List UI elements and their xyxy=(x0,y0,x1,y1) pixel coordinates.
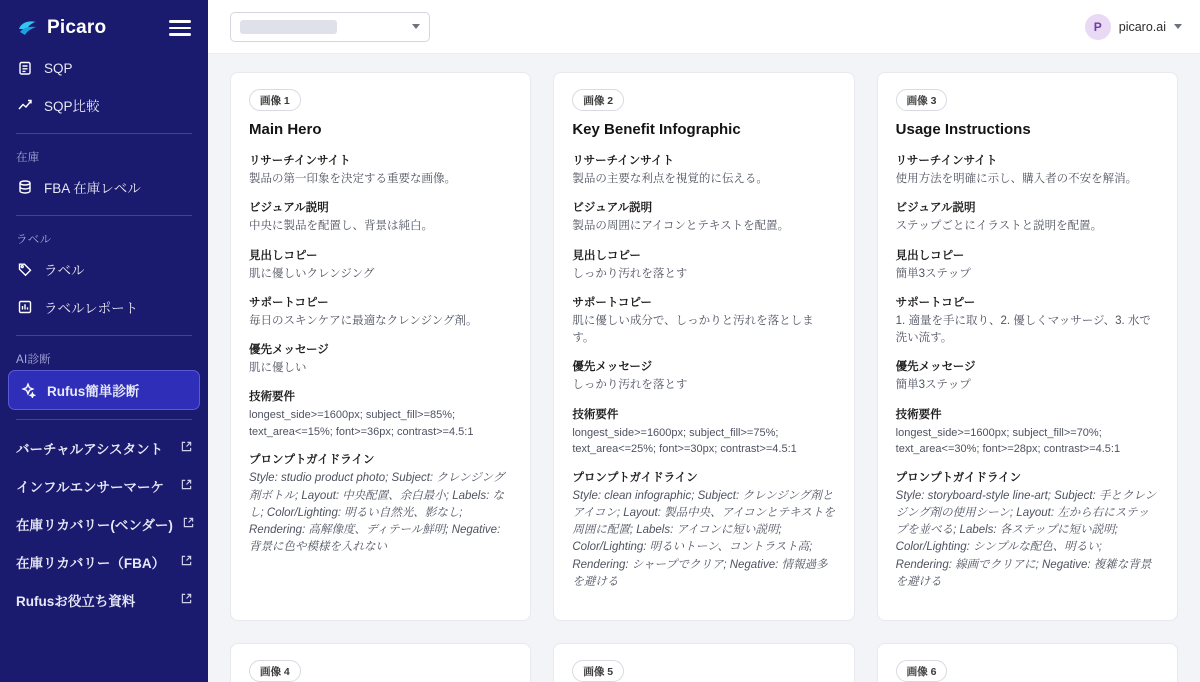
brand-name: Picaro xyxy=(47,17,107,38)
card-badge: 画像 1 xyxy=(249,89,301,111)
field-value: 簡単3ステップ xyxy=(895,267,971,280)
product-selector-value xyxy=(240,20,337,34)
sidebar-item-label: SQP xyxy=(44,60,73,76)
field-value: 肌に優しいクレンジング xyxy=(249,267,375,280)
sidebar-divider xyxy=(16,335,192,336)
trend-up-icon xyxy=(16,96,34,114)
image-card[interactable] xyxy=(877,72,1178,621)
chevron-down-icon xyxy=(412,24,420,29)
field-value: longest_side>=1600px; subject_fill>=85%; text_area<=15%; font>=36px; contrast>=4.5:1 xyxy=(249,409,474,438)
field-label: サポートコピー xyxy=(895,296,976,309)
sidebar-item-label-report[interactable] xyxy=(0,288,208,326)
image-card[interactable] xyxy=(230,643,531,682)
sidebar-item-sqp[interactable] xyxy=(0,50,208,86)
image-card[interactable] xyxy=(553,72,854,621)
sidebar-item-inventory-recovery-vendor[interactable] xyxy=(0,505,208,543)
card-title: Usage Instructions xyxy=(895,121,1031,138)
card-badge: 画像 4 xyxy=(249,660,301,682)
cards-grid xyxy=(230,72,1178,682)
field-research-insight xyxy=(572,152,835,188)
field-support-copy xyxy=(572,294,835,348)
field-value: 肌に優しい xyxy=(249,362,307,374)
field-value: Style: storyboard-style line-art; Subject: 手とクレンジング剤の使用シーン; Layout: 左から右にステップを並べる; Labels: 各ステップに短い説明; Color/Lighting: シンプルな配色、明るい; Rendering: 線画でクリアに; Negative: 複雑な背景を避ける xyxy=(895,489,1157,588)
field-value: longest_side>=1600px; subject_fill>=70%; text_area<=30%; font>=28px; contrast>=4.5:1 xyxy=(895,426,1121,455)
avatar: P xyxy=(1085,14,1111,40)
card-badge: 画像 3 xyxy=(896,89,948,111)
sidebar-item-label: 在庫リカバリー（FBA） xyxy=(16,556,166,571)
external-link-icon xyxy=(181,441,192,455)
sidebar-item-label: 在庫リカバリー(ベンダー) xyxy=(16,518,173,533)
field-value: Style: clean infographic; Subject: クレンジング剤とアイコン; Layout: 製品中央、アイコンとテキストを周囲に配置; Labels: アイコンに短い説明; Color/Lighting: 明るいトーン、コントラスト高; Rendering: シャープでクリア; Negative: 情報過多を避ける xyxy=(572,489,835,588)
hamburger-icon[interactable] xyxy=(166,17,194,39)
field-support-copy xyxy=(896,294,1159,348)
field-label: 技術要件 xyxy=(895,408,942,421)
field-value: 肌に優しい成分で、しっかりと汚れを落とします。 xyxy=(572,314,814,344)
sidebar-item-label: ラベル xyxy=(44,263,85,278)
sidebar-section-label: ラベル xyxy=(16,234,52,246)
field-value: longest_side>=1600px; subject_fill>=75%; text_area<=25%; font>=30px; contrast>=4.5:1 xyxy=(572,426,797,455)
field-label: ビジュアル説明 xyxy=(249,202,329,215)
sidebar-header xyxy=(0,0,208,50)
sidebar-item-label: バーチャルアシスタント xyxy=(16,442,164,457)
field-label: サポートコピー xyxy=(572,296,652,309)
field-label: 優先メッセージ xyxy=(249,344,329,356)
image-card[interactable] xyxy=(553,643,854,682)
field-value: ステップごとにイラストと説明を配置。 xyxy=(895,220,1103,233)
external-link-icon xyxy=(181,479,192,493)
image-card[interactable] xyxy=(230,72,531,621)
field-prompt-guideline xyxy=(249,451,512,556)
sidebar-item-inventory-recovery-fba[interactable] xyxy=(0,543,208,581)
main-area xyxy=(208,0,1200,682)
field-label: 見出しコピー xyxy=(895,249,965,262)
external-link-icon xyxy=(181,555,192,569)
sidebar-item-label[interactable] xyxy=(0,250,208,288)
field-headline-copy xyxy=(249,247,512,283)
field-label: サポートコピー xyxy=(249,296,329,309)
field-label: リサーチインサイト xyxy=(895,155,998,167)
sidebar-item-label: Rufusお役立ち資料 xyxy=(16,594,136,609)
field-support-copy xyxy=(249,294,512,330)
field-value: 製品の主要な利点を視覚的に伝える。 xyxy=(572,173,768,185)
field-label: ビジュアル説明 xyxy=(572,202,653,215)
field-priority-message xyxy=(896,358,1159,394)
field-headline-copy xyxy=(572,247,835,283)
user-menu[interactable] xyxy=(1085,14,1182,40)
field-value: 簡単3ステップ xyxy=(895,379,971,392)
field-visual-description xyxy=(249,199,512,235)
field-label: 技術要件 xyxy=(249,391,295,404)
sidebar-item-fba-inventory-level[interactable] xyxy=(0,168,208,206)
sidebar-divider xyxy=(16,419,192,420)
sidebar-item-label: ラベルレポート xyxy=(44,301,139,316)
field-label: 優先メッセージ xyxy=(572,361,653,374)
field-label: 見出しコピー xyxy=(572,249,641,262)
field-prompt-guideline xyxy=(572,469,835,592)
field-visual-description xyxy=(896,199,1159,235)
report-icon xyxy=(16,298,34,316)
sidebar-item-label: FBA 在庫レベル xyxy=(44,181,141,196)
field-value: 毎日のスキンケアに最適なクレンジング剤。 xyxy=(249,314,478,327)
sidebar-item-rufus-simple-diagnosis[interactable] xyxy=(8,370,200,410)
field-label: 技術要件 xyxy=(572,408,619,421)
database-icon xyxy=(16,178,34,196)
image-card[interactable] xyxy=(877,643,1178,682)
chevron-down-icon xyxy=(1174,24,1182,29)
product-selector[interactable] xyxy=(230,12,430,42)
card-badge: 画像 6 xyxy=(896,660,948,682)
field-technical-requirements xyxy=(572,406,835,458)
field-value: 中央に製品を配置し、背景は純白。 xyxy=(249,220,433,233)
sidebar-section-inventory: 在庫 xyxy=(16,152,40,164)
topbar xyxy=(208,0,1200,54)
field-value: しっかり汚れを落とす xyxy=(572,379,688,392)
field-label: 見出しコピー xyxy=(249,249,318,262)
picaro-logo-icon xyxy=(16,16,40,40)
field-label: リサーチインサイト xyxy=(249,155,351,167)
card-badge: 画像 5 xyxy=(572,660,624,682)
field-research-insight xyxy=(896,152,1159,188)
sidebar-item-label: インフルエンサーマーケ xyxy=(16,480,164,495)
card-badge: 画像 2 xyxy=(572,89,624,111)
field-priority-message xyxy=(249,341,512,377)
field-value: Style: studio product photo; Subject: クレンジング剤ボトル; Layout: 中央配置、余白最小; Labels: なし; Color/Lighting: 明るい自然光、影なし; Rendering: 高解像度、ディテール鮮明; Negative: 背景に色や模様を入れない xyxy=(249,472,505,554)
clipboard-icon xyxy=(16,59,34,77)
field-headline-copy xyxy=(896,247,1159,283)
field-visual-description xyxy=(572,199,835,235)
field-technical-requirements xyxy=(896,406,1159,458)
card-title: Main Hero xyxy=(249,121,322,138)
external-link-icon xyxy=(181,593,192,607)
sidebar-item-influencer-marketing[interactable] xyxy=(0,467,208,505)
field-priority-message xyxy=(572,358,835,394)
field-value: 製品の第一印象を決定する重要な画像。 xyxy=(249,173,456,185)
field-value: 使用方法を明確に示し、購入者の不安を解消。 xyxy=(895,173,1138,185)
field-label: プロンプトガイドライン xyxy=(249,454,375,467)
sidebar-section-ai-diagnosis: AI診断 xyxy=(16,354,52,366)
field-label: プロンプトガイドライン xyxy=(895,471,1022,484)
cards-scroll-region[interactable] xyxy=(208,54,1200,682)
field-label: 優先メッセージ xyxy=(895,361,976,374)
brand[interactable] xyxy=(16,16,106,40)
field-prompt-guideline xyxy=(896,469,1159,592)
field-label: ビジュアル説明 xyxy=(895,202,976,215)
sidebar xyxy=(0,0,208,682)
tag-icon xyxy=(16,260,34,278)
field-label: リサーチインサイト xyxy=(572,155,674,167)
sidebar-item-rufus-resources[interactable] xyxy=(0,581,208,619)
field-value: しっかり汚れを落とす xyxy=(572,267,688,280)
card-title: Key Benefit Infographic xyxy=(572,121,741,138)
field-value: 製品の周囲にアイコンとテキストを配置。 xyxy=(572,220,790,233)
external-link-icon xyxy=(183,517,194,531)
sidebar-item-label: Rufus簡単診断 xyxy=(47,384,140,399)
sidebar-divider xyxy=(16,215,192,216)
sidebar-divider xyxy=(16,133,192,134)
sidebar-item-virtual-assistant[interactable] xyxy=(0,429,208,467)
field-label: プロンプトガイドライン xyxy=(572,471,698,484)
sidebar-item-label: SQP比較 xyxy=(44,99,100,114)
sparkle-icon xyxy=(19,381,37,399)
sidebar-item-sqp-compare[interactable] xyxy=(0,86,208,124)
field-value: 1. 適量を手に取り、2. 優しくマッサージ、3. 水で洗い流す。 xyxy=(895,314,1151,344)
field-technical-requirements xyxy=(249,388,512,440)
field-research-insight xyxy=(249,152,512,188)
user-name: picaro.ai xyxy=(1118,19,1166,34)
